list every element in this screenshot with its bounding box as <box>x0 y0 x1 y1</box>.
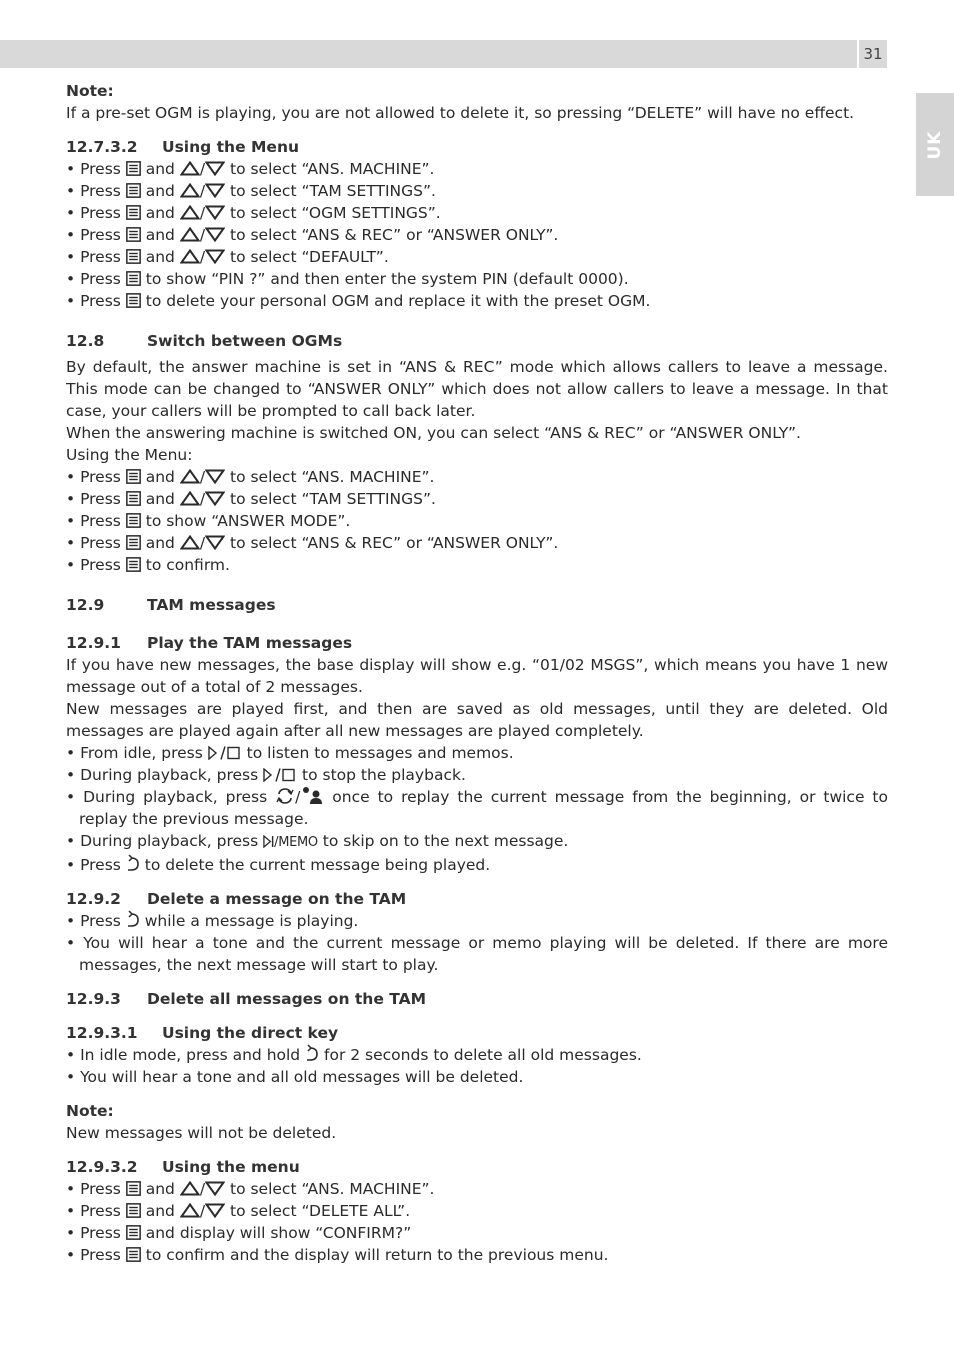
section-heading-12-9-2 <box>66 888 888 910</box>
note-text: If a pre-set OGM is playing, you are not allowed to delete it, so pressing “DELETE” will have no effect. <box>66 104 855 122</box>
note-label: Note: <box>66 82 114 100</box>
section-heading-12-8 <box>66 330 888 352</box>
up-arrow-icon <box>180 535 200 550</box>
phonebook-icon <box>300 786 324 804</box>
down-arrow-icon <box>205 1181 225 1196</box>
section-heading-12-9-3-2 <box>66 1156 888 1178</box>
section-heading-12-9-1 <box>66 632 888 654</box>
section-number: 12.9 <box>66 596 105 614</box>
section-title: TAM messages <box>147 596 276 614</box>
up-arrow-icon <box>180 249 200 264</box>
list-item: • You will hear a tone and the current message or memo playing will be deleted. If there are more messages, the next message will start to play. <box>66 934 888 974</box>
section-number: 12.9.2 <box>66 890 121 908</box>
list-item: • Press to delete your personal OGM and replace it with the preset OGM. <box>66 292 651 310</box>
delete-icon <box>305 1044 319 1062</box>
menu-key-icon <box>126 249 141 264</box>
list-item: • Press and / to select “TAM SETTINGS”. <box>66 182 436 200</box>
play-stop-icon <box>263 768 297 782</box>
menu-key-icon <box>126 271 141 286</box>
menu-key-icon <box>126 491 141 506</box>
list-item: • In idle mode, press and hold for 2 seconds to delete all old messages. <box>66 1046 642 1064</box>
menu-key-icon <box>126 1181 141 1196</box>
list-item: • During playback, press / once to replay the current message from the beginning, or twice to replay the previous message. <box>66 788 888 828</box>
up-arrow-icon <box>180 183 200 198</box>
list-item: • Press and / to select “OGM SETTINGS”. <box>66 204 441 222</box>
down-arrow-icon <box>205 161 225 176</box>
paragraph: New messages are played first, and then are saved as old messages, until they are deleted. Old messages are played again after all new messages are played completely. <box>66 700 888 740</box>
delete-icon <box>126 910 140 928</box>
list-item: • Press to confirm and the display will return to the previous menu. <box>66 1246 609 1264</box>
list-item: • From idle, press to listen to messages and memos. <box>66 744 514 762</box>
page-number: 31 <box>859 40 887 68</box>
down-arrow-icon <box>205 1203 225 1218</box>
section-number: 12.9.3.2 <box>66 1158 138 1176</box>
header-bar <box>0 40 857 68</box>
section-number: 12.7.3.2 <box>66 138 138 156</box>
up-arrow-icon <box>180 1203 200 1218</box>
up-arrow-icon <box>180 161 200 176</box>
section-heading-12-7-3-2 <box>66 136 888 158</box>
section-title: Delete all messages on the TAM <box>147 990 427 1008</box>
list-item: • Press and / to select “ANS & REC” or “ANSWER ONLY”. <box>66 534 559 552</box>
menu-key-icon <box>126 1203 141 1218</box>
section-title: Using the menu <box>162 1158 300 1176</box>
paragraph: If you have new messages, the base display will show e.g. “01/02 MSGS”, which means you have 1 new message out of a total of 2 messages. <box>66 656 888 696</box>
document-body <box>66 80 888 1266</box>
list-item: • Press and / to select “ANS. MACHINE”. <box>66 160 435 178</box>
down-arrow-icon <box>205 205 225 220</box>
menu-key-icon <box>126 513 141 528</box>
menu-key-icon <box>126 557 141 572</box>
up-arrow-icon <box>180 469 200 484</box>
menu-key-icon <box>126 293 141 308</box>
down-arrow-icon <box>205 535 225 550</box>
menu-key-icon <box>126 227 141 242</box>
section-title: Play the TAM messages <box>147 634 353 652</box>
menu-key-icon <box>126 535 141 550</box>
down-arrow-icon <box>205 183 225 198</box>
list-item: • Press and display will show “CONFIRM?” <box>66 1224 412 1242</box>
list-item: • Press and / to select “ANS & REC” or “ANSWER ONLY”. <box>66 226 559 244</box>
section-number: 12.9.3.1 <box>66 1024 138 1042</box>
play-stop-icon <box>208 746 242 760</box>
list-item: • Press and / to select “TAM SETTINGS”. <box>66 490 436 508</box>
section-heading-12-9-3 <box>66 988 888 1010</box>
list-item: • During playback, press to stop the playback. <box>66 766 466 784</box>
section-number: 12.9.3 <box>66 990 121 1008</box>
menu-key-icon <box>126 205 141 220</box>
note-label: Note: <box>66 1102 114 1120</box>
language-tab <box>916 93 954 196</box>
up-arrow-icon <box>180 227 200 242</box>
menu-key-icon <box>126 161 141 176</box>
list-item: • Press to show “ANSWER MODE”. <box>66 512 351 530</box>
section-title: Using the direct key <box>162 1024 339 1042</box>
paragraph: Using the Menu: <box>66 446 193 464</box>
menu-key-icon <box>126 469 141 484</box>
list-item: • Press and / to select “ANS. MACHINE”. <box>66 1180 435 1198</box>
down-arrow-icon <box>205 227 225 242</box>
section-title: Delete a message on the TAM <box>147 890 407 908</box>
menu-key-icon <box>126 183 141 198</box>
section-title: Using the Menu <box>162 138 300 156</box>
section-number: 12.9.1 <box>66 634 121 652</box>
list-item: • During playback, press /MEMO to skip on to the next message. <box>66 832 569 850</box>
skip-icon <box>263 835 274 848</box>
section-number: 12.8 <box>66 332 105 350</box>
up-arrow-icon <box>180 491 200 506</box>
paragraph: By default, the answer machine is set in “ANS & REC” mode which allows callers to leave a message. This mode can be changed to “ANSWER ONLY” which does not allow callers to leave a message. In that case, your callers will be prompted to call back later. <box>66 358 888 420</box>
language-tab-label: UK <box>925 130 945 159</box>
delete-icon <box>126 854 140 872</box>
list-item: • Press to confirm. <box>66 556 230 574</box>
menu-key-icon <box>126 1247 141 1262</box>
up-arrow-icon <box>180 1181 200 1196</box>
up-arrow-icon <box>180 205 200 220</box>
section-heading-12-9 <box>66 594 888 616</box>
list-item: • Press and / to select “DELETE ALL”. <box>66 1202 411 1220</box>
list-item: • Press and / to select “DEFAULT”. <box>66 248 389 266</box>
list-item: • Press and / to select “ANS. MACHINE”. <box>66 468 435 486</box>
list-item: • Press to show “PIN ?” and then enter the system PIN (default 0000). <box>66 270 629 288</box>
section-heading-12-9-3-1 <box>66 1022 888 1044</box>
replay-icon <box>275 788 295 804</box>
list-item: • Press to delete the current message being played. <box>66 856 491 874</box>
section-title: Switch between OGMs <box>147 332 343 350</box>
down-arrow-icon <box>205 491 225 506</box>
paragraph: When the answering machine is switched ON, you can select “ANS & REC” or “ANSWER ONLY”. <box>66 424 801 442</box>
list-item: • You will hear a tone and all old messages will be deleted. <box>66 1068 524 1086</box>
list-item: • Press while a message is playing. <box>66 912 359 930</box>
note-text: New messages will not be deleted. <box>66 1124 337 1142</box>
down-arrow-icon <box>205 469 225 484</box>
down-arrow-icon <box>205 249 225 264</box>
menu-key-icon <box>126 1225 141 1240</box>
